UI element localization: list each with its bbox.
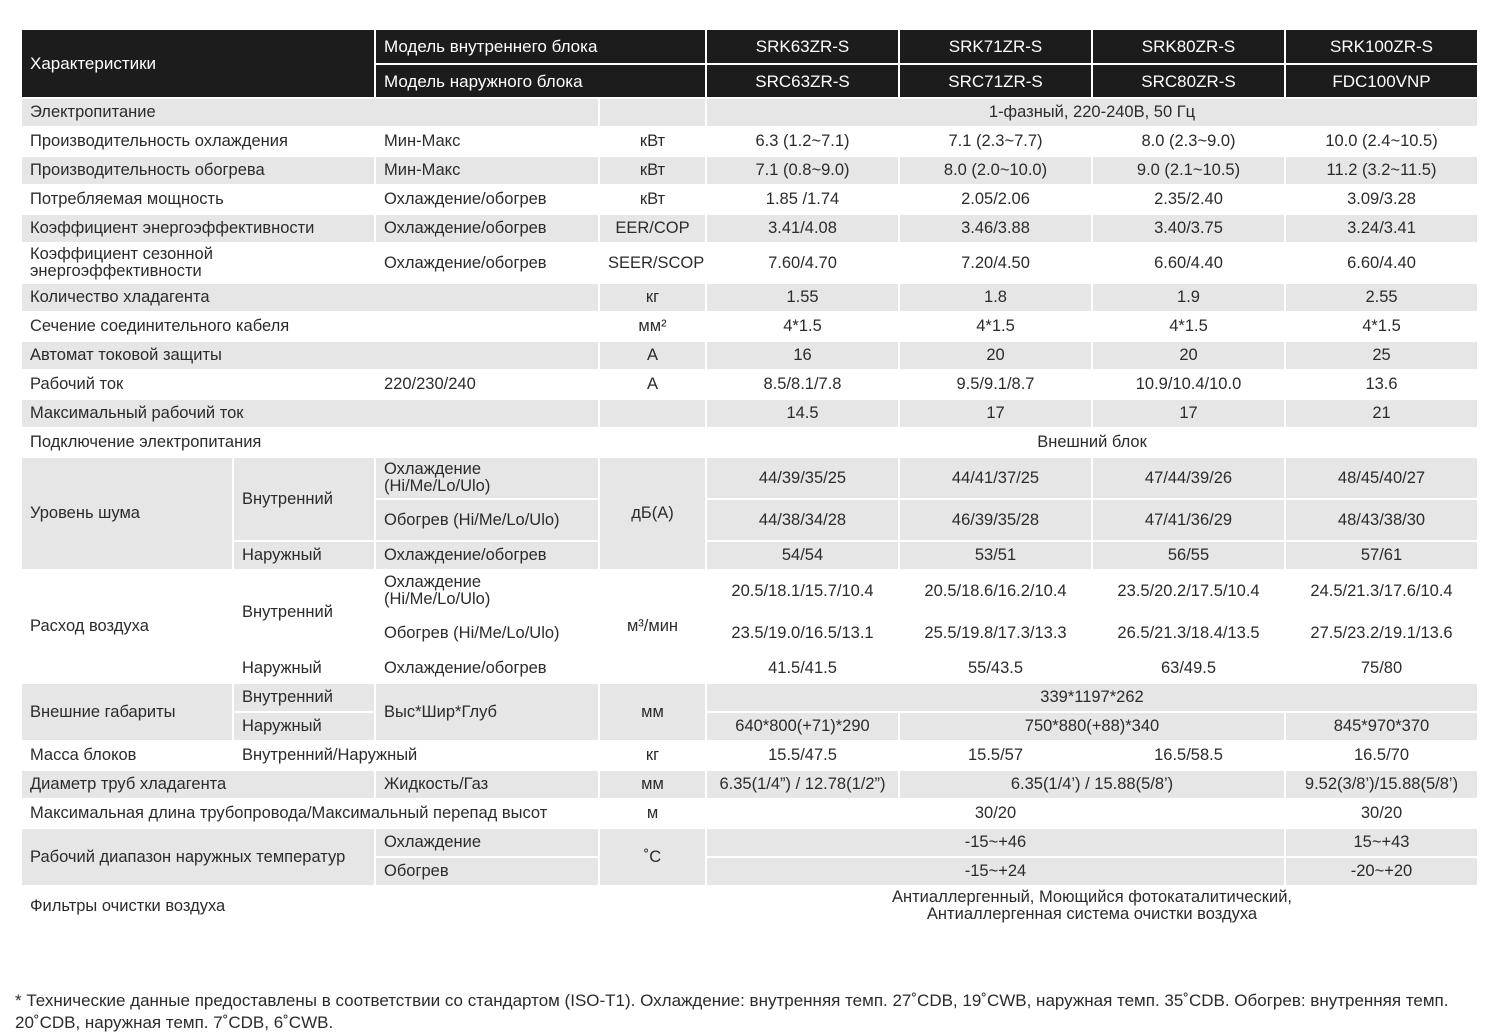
spec-value: 44/41/37/25	[900, 458, 1091, 498]
spec-value: 3.24/3.41	[1286, 215, 1477, 242]
condition-cell: Жидкость/Газ	[376, 771, 598, 798]
indoor-model: SRK63ZR-S	[707, 30, 898, 63]
spec-value: 48/43/38/30	[1286, 500, 1477, 540]
row-label: Сечение соединительного кабеля	[22, 313, 598, 340]
spec-value: 44/39/35/25	[707, 458, 898, 498]
spec-value: 6.35(1/4”) / 12.78(1/2”)	[707, 771, 898, 798]
condition-cell: Выс*Шир*Глуб	[376, 684, 598, 740]
spec-value: 4*1.5	[1286, 313, 1477, 340]
row-label: Диаметр труб хладагента	[22, 771, 374, 798]
characteristics-header: Характеристики	[22, 30, 374, 97]
indoor-model: SRK100ZR-S	[1286, 30, 1477, 63]
spec-value: 640*800(+71)*290	[707, 713, 898, 740]
spec-value: 16	[707, 342, 898, 369]
spec-value: 9.52(3/8’)/15.88(5/8’)	[1286, 771, 1477, 798]
spec-value: -20~+20	[1286, 858, 1477, 885]
outdoor-model-label: Модель наружного блока	[376, 65, 705, 97]
footnote: * Технические данные предоставлены в соответствии со стандартом (ISO-T1). Охлаждение: внутренняя темп. 27˚CDB, 19˚CWB, наружная темп. 35˚CDB. Обогрев: внутренняя темп. 20˚CDB, наружная темп. 7˚CDB, 6˚CWB.	[15, 991, 1449, 1032]
spec-value: 16.5/58.5	[1093, 742, 1284, 769]
row-label: Уровень шума	[22, 458, 232, 569]
unit-cell: А	[600, 371, 705, 398]
spec-value: 63/49.5	[1093, 655, 1284, 682]
spec-value: 4*1.5	[1093, 313, 1284, 340]
unit-cell: ˚C	[600, 829, 705, 885]
row-label: Масса блоков	[22, 742, 232, 769]
spec-value: 6.3 (1.2~7.1)	[707, 128, 898, 155]
row-label: Коэффициент энергоэффективности	[22, 215, 374, 242]
spec-value: 56/55	[1093, 542, 1284, 569]
indoor-model-label: Модель внутреннего блока	[376, 30, 705, 63]
spec-value: 1.9	[1093, 284, 1284, 311]
spec-value: 25.5/19.8/17.3/13.3	[900, 613, 1091, 653]
spec-value: 1.85 /1.74	[707, 186, 898, 213]
condition-cell: Охлаждение/обогрев	[376, 186, 598, 213]
spec-value: 57/61	[1286, 542, 1477, 569]
spec-value: -15~+46	[707, 829, 1284, 856]
row-label: Количество хладагента	[22, 284, 598, 311]
spec-value: 20.5/18.6/16.2/10.4	[900, 571, 1091, 611]
condition-cell: Обогрев (Hi/Me/Lo/Ulo)	[376, 500, 598, 540]
spec-value: 10.9/10.4/10.0	[1093, 371, 1284, 398]
spec-value: 20	[1093, 342, 1284, 369]
spec-value: 17	[1093, 400, 1284, 427]
unit-cell	[600, 887, 705, 925]
sub-label: Внутренний	[234, 571, 374, 653]
unit-cell: EER/COP	[600, 215, 705, 242]
spec-value: 16.5/70	[1286, 742, 1477, 769]
spec-value: 7.60/4.70	[707, 244, 898, 282]
sub-label: Наружный	[234, 713, 374, 740]
condition-cell: Охлаждение (Hi/Me/Lo/Ulo)	[376, 458, 598, 498]
unit-cell: кг	[600, 284, 705, 311]
spec-value: 53/51	[900, 542, 1091, 569]
outdoor-model: SRC63ZR-S	[707, 65, 898, 97]
spec-value: 15.5/47.5	[707, 742, 898, 769]
unit-cell: мм	[600, 684, 705, 740]
spec-value: 3.41/4.08	[707, 215, 898, 242]
unit-cell	[600, 99, 705, 126]
outdoor-model: FDC100VNP	[1286, 65, 1477, 97]
condition-cell: Охлаждение/обогрев	[376, 215, 598, 242]
spec-value: 8.0 (2.3~9.0)	[1093, 128, 1284, 155]
spec-value: 27.5/23.2/19.1/13.6	[1286, 613, 1477, 653]
spec-value: 3.09/3.28	[1286, 186, 1477, 213]
spec-value: 21	[1286, 400, 1477, 427]
unit-cell: кВт	[600, 128, 705, 155]
spec-value: 10.0 (2.4~10.5)	[1286, 128, 1477, 155]
spec-value: 6.60/4.40	[1093, 244, 1284, 282]
sub-label: Наружный	[234, 542, 374, 569]
spec-value: 7.1 (2.3~7.7)	[900, 128, 1091, 155]
spec-value: 15~+43	[1286, 829, 1477, 856]
sub-label: Внутренний	[234, 458, 374, 540]
spec-value: 2.35/2.40	[1093, 186, 1284, 213]
condition-cell: Обогрев	[376, 858, 598, 885]
spec-value: 2.55	[1286, 284, 1477, 311]
spec-value: Антиаллергенный, Моющийся фотокаталитический, Антиаллергенная система очистки воздуха	[707, 887, 1477, 925]
unit-cell: м	[600, 800, 705, 827]
outdoor-model: SRC71ZR-S	[900, 65, 1091, 97]
spec-value: 55/43.5	[900, 655, 1091, 682]
unit-cell: мм	[600, 771, 705, 798]
spec-value: 20	[900, 342, 1091, 369]
spec-value: 3.46/3.88	[900, 215, 1091, 242]
row-label: Фильтры очистки воздуха	[22, 887, 598, 925]
row-label: Подключение электропитания	[22, 429, 598, 456]
spec-value: 9.5/9.1/8.7	[900, 371, 1091, 398]
spec-value: 15.5/57	[900, 742, 1091, 769]
spec-value: Внешний блок	[707, 429, 1477, 456]
spec-value: 7.1 (0.8~9.0)	[707, 157, 898, 184]
spec-value: 26.5/21.3/18.4/13.5	[1093, 613, 1284, 653]
spec-value: 48/45/40/27	[1286, 458, 1477, 498]
row-label: Коэффициент сезонной энергоэффективности	[22, 244, 374, 282]
spec-value: 2.05/2.06	[900, 186, 1091, 213]
spec-value: 46/39/35/28	[900, 500, 1091, 540]
condition-cell: Охлаждение (Hi/Me/Lo/Ulo)	[376, 571, 598, 611]
spec-value: 1.8	[900, 284, 1091, 311]
unit-cell: А	[600, 342, 705, 369]
spec-value: 75/80	[1286, 655, 1477, 682]
spec-value: 8.0 (2.0~10.0)	[900, 157, 1091, 184]
spec-value: 25	[1286, 342, 1477, 369]
unit-cell: мм²	[600, 313, 705, 340]
outdoor-model: SRC80ZR-S	[1093, 65, 1284, 97]
row-label: Потребляемая мощность	[22, 186, 374, 213]
spec-value: 845*970*370	[1286, 713, 1477, 740]
condition-cell: Обогрев (Hi/Me/Lo/Ulo)	[376, 613, 598, 653]
unit-cell: кВт	[600, 186, 705, 213]
row-label: Электропитание	[22, 99, 598, 126]
spec-value: 3.40/3.75	[1093, 215, 1284, 242]
spec-value: 20.5/18.1/15.7/10.4	[707, 571, 898, 611]
spec-value: 23.5/19.0/16.5/13.1	[707, 613, 898, 653]
spec-value: 8.5/8.1/7.8	[707, 371, 898, 398]
spec-value: 47/44/39/26	[1093, 458, 1284, 498]
unit-cell: дБ(А)	[600, 458, 705, 569]
spec-value: 339*1197*262	[707, 684, 1477, 711]
sub-label: Наружный	[234, 655, 374, 682]
unit-cell: кг	[600, 742, 705, 769]
spec-value: 13.6	[1286, 371, 1477, 398]
row-label: Максимальный рабочий ток	[22, 400, 598, 427]
spec-value: 54/54	[707, 542, 898, 569]
specifications-table	[20, 28, 1479, 927]
spec-value: 6.60/4.40	[1286, 244, 1477, 282]
sub-label: Внутренний/Наружный	[234, 742, 598, 769]
spec-value: 750*880(+88)*340	[900, 713, 1284, 740]
unit-cell	[600, 400, 705, 427]
unit-cell	[600, 429, 705, 456]
spec-value: 4*1.5	[900, 313, 1091, 340]
row-label: Максимальная длина трубопровода/Максимальный перепад высот	[22, 800, 598, 827]
unit-cell: SEER/SCOP	[600, 244, 705, 282]
indoor-model: SRK71ZR-S	[900, 30, 1091, 63]
condition-cell: 220/230/240	[376, 371, 598, 398]
spec-value: 23.5/20.2/17.5/10.4	[1093, 571, 1284, 611]
spec-value: 11.2 (3.2~11.5)	[1286, 157, 1477, 184]
row-label: Производительность охлаждения	[22, 128, 374, 155]
spec-value: 1.55	[707, 284, 898, 311]
condition-cell: Охлаждение/обогрев	[376, 244, 598, 282]
spec-value: 17	[900, 400, 1091, 427]
spec-value: 24.5/21.3/17.6/10.4	[1286, 571, 1477, 611]
spec-value: 47/41/36/29	[1093, 500, 1284, 540]
spec-value: 7.20/4.50	[900, 244, 1091, 282]
spec-value: 4*1.5	[707, 313, 898, 340]
spec-value: 30/20	[707, 800, 1284, 827]
condition-cell: Охлаждение/обогрев	[376, 542, 598, 569]
row-label: Производительность обогрева	[22, 157, 374, 184]
unit-cell: м³/мин	[600, 571, 705, 682]
condition-cell: Мин-Макс	[376, 157, 598, 184]
spec-value: 6.35(1/4’) / 15.88(5/8’)	[900, 771, 1284, 798]
spec-value: 41.5/41.5	[707, 655, 898, 682]
spec-value: 9.0 (2.1~10.5)	[1093, 157, 1284, 184]
indoor-model: SRK80ZR-S	[1093, 30, 1284, 63]
unit-cell: кВт	[600, 157, 705, 184]
row-label: Расход воздуха	[22, 571, 232, 682]
row-label: Рабочий ток	[22, 371, 374, 398]
row-label: Рабочий диапазон наружных температур	[22, 829, 374, 885]
spec-value: -15~+24	[707, 858, 1284, 885]
condition-cell: Мин-Макс	[376, 128, 598, 155]
sub-label: Внутренний	[234, 684, 374, 711]
row-label: Автомат токовой защиты	[22, 342, 598, 369]
spec-value: 30/20	[1286, 800, 1477, 827]
condition-cell: Охлаждение	[376, 829, 598, 856]
condition-cell: Охлаждение/обогрев	[376, 655, 598, 682]
spec-value: 44/38/34/28	[707, 500, 898, 540]
spec-value: 14.5	[707, 400, 898, 427]
row-label: Внешние габариты	[22, 684, 232, 740]
spec-value: 1-фазный, 220-240В, 50 Гц	[707, 99, 1477, 126]
